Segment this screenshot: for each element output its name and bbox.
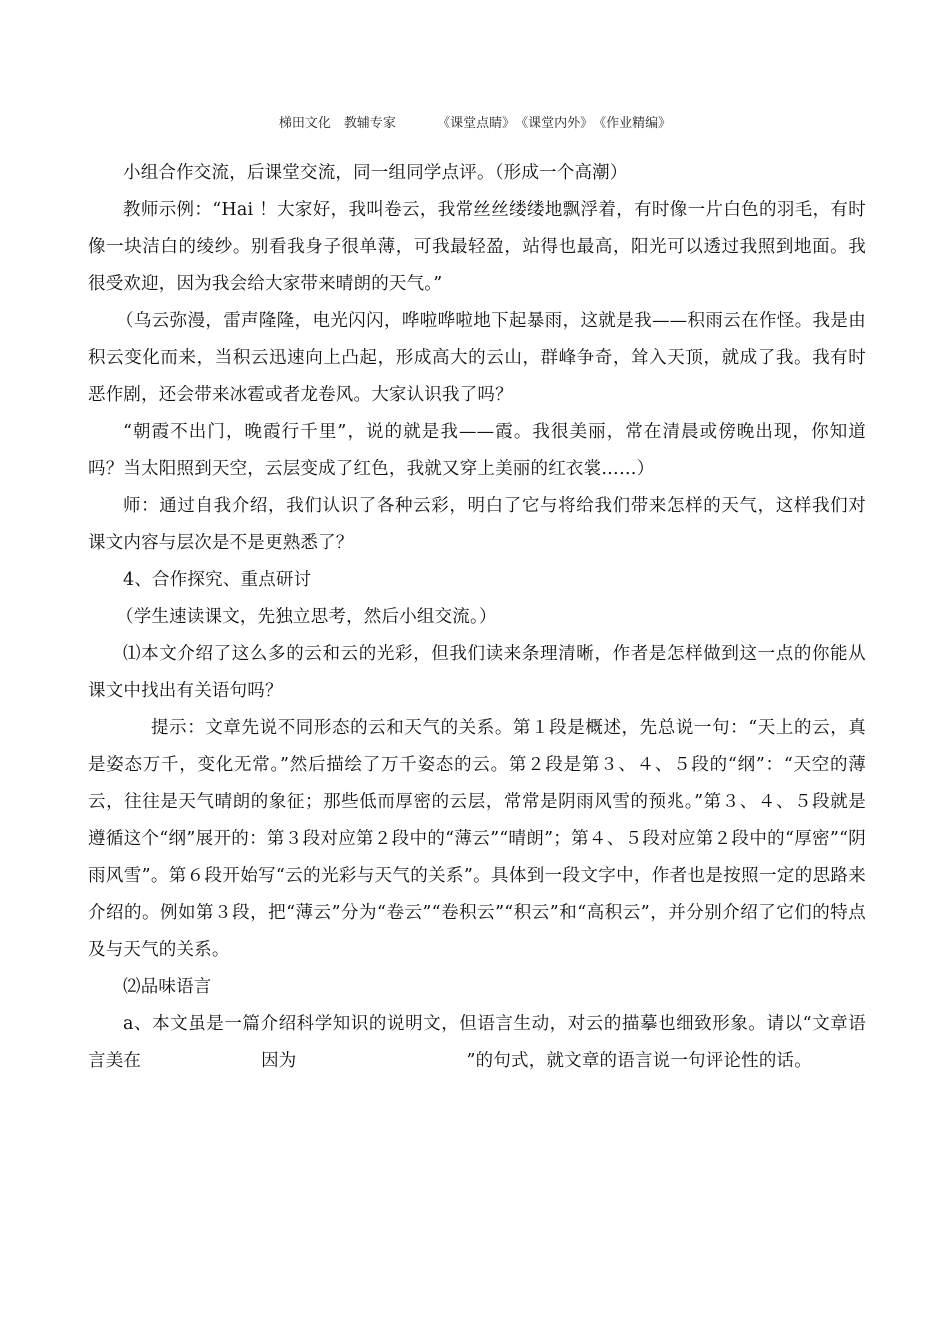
question-2a bbox=[88, 1006, 866, 1080]
question-2a-part2: 因为 bbox=[261, 1051, 297, 1071]
paragraph-group-discussion: 小组合作交流，后课堂交流，同一组同学点评。（形成一个高潮） bbox=[123, 163, 628, 183]
paragraph-cumulonimbus: （乌云弥漫，雷声隆隆，电光闪闪，哗啦哗啦地下起暴雨，这就是我——积雨云在作怪。我是由积云变化而来，当积云迅速向上凸起，形成高大的云山，群峰争奇，耸入天顶，就成了我。我有时恶作剧，还会带来冰雹或者龙卷风。大家认识我了吗？ bbox=[88, 311, 866, 405]
paragraph-rosy-clouds: “朝霞不出门，晚霞行千里”，说的就是我——霞。我很美丽，常在清晨或傍晚出现，你知道吗？当太阳照到天空，云层变成了红色，我就又穿上美丽的红衣裳……） bbox=[88, 422, 866, 479]
section-heading-inquiry: 4、合作探究、重点研讨 bbox=[123, 570, 312, 590]
paragraph-instruction: （学生速读课文，先独立思考，然后小组交流。） bbox=[116, 607, 497, 627]
header-books: 《课堂点睛》 《课堂内外》 《作业精编》 bbox=[437, 116, 672, 131]
question-1: ⑴本文介绍了这么多的云和云的光彩，但我们读来条理清晰，作者是怎样做到这一点的你能从课文中找出有关语句吗？ bbox=[88, 644, 866, 701]
question-2a-part1: a、本文虽是一篇介绍科学知识的说明文，但语言生动，对云的描摹也细致形象。请以“文章语言美在 bbox=[88, 1014, 866, 1071]
document-body bbox=[88, 155, 866, 1080]
paragraph-teacher-summary: 师：通过自我介绍，我们认识了各种云彩，明白了它与将给我们带来怎样的天气，这样我们对课文内容与层次是不是更熟悉了？ bbox=[88, 496, 866, 553]
paragraph-teacher-example: 教师示例：“Hai ！大家好，我叫卷云，我常丝丝缕缕地飘浮着，有时像一片白色的羽毛，有时像一块洁白的绫纱。别看我身子很单薄，可我最轻盈，站得也最高，阳光可以透过我照到地面。我很受欢迎，因为我会给大家带来晴朗的天气。” bbox=[88, 200, 866, 294]
paragraph-hint: 提示：文章先说不同形态的云和天气的关系。第１段是概述，先总说一句：“天上的云，真是姿态万千，变化无常。”然后描绘了万千姿态的云。第２段是第３、４、５段的“纲”：“天空的薄云，往往是天气晴朗的象征；那些低而厚密的云层，常常是阴雨风雪的预兆。”第３、４、５段就是遵循这个“纲”展开的：第３段对应第２段中的“薄云”“晴朗”；第４、５段对应第２段中的“厚密”“阴雨风雪”。第６段开始写“云的光彩与天气的关系”。具体到一段文字中，作者也是按照一定的思路来介绍的。例如第３段，把“薄云”分为“卷云”“卷积云”“积云”和“高积云”，并分别介绍了它们的特点及与天气的关系。 bbox=[88, 718, 866, 960]
question-2-heading: ⑵品味语言 bbox=[123, 977, 212, 997]
header-publisher: 梯田文化 教辅专家 bbox=[278, 116, 396, 131]
question-2a-part3: ”的句式，就文章的语言说一句评论性的话。 bbox=[466, 1051, 812, 1071]
page-header bbox=[0, 112, 950, 131]
